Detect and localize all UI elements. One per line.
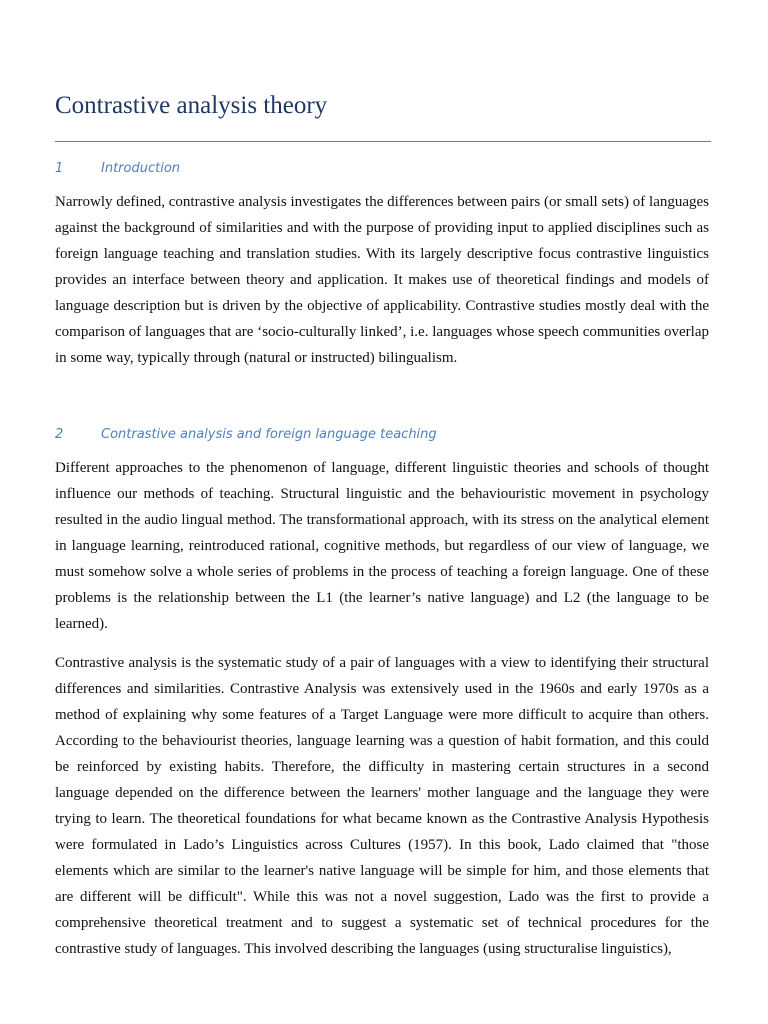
document-title: Contrastive analysis theory xyxy=(55,92,328,119)
section-heading-introduction xyxy=(55,161,180,176)
paragraph-approaches: Different approaches to the phenomenon of language, different linguistic theories and schools of thought influence our methods of teaching. Structural linguistic and the behaviouristic movement in psychology resulted in the audio lingual method. The transformational approach, with its stress on the analytical element in language learning, reintroduced rational, cognitive methods, but regardless of our view of language, we must somehow solve a whole series of problems in the process of teaching a foreign language. One of these problems is the relationship between the L1 (the learner’s native language) and L2 (the language to be learned). xyxy=(55,460,709,632)
section-heading-text: Contrastive analysis and foreign language teaching xyxy=(101,427,437,442)
paragraph-introduction: Narrowly defined, contrastive analysis investigates the differences between pairs (or small sets) of languages against the background of similarities and with the purpose of providing input to applied disciplines such as foreign language teaching and translation studies. With its largely descriptive focus contrastive linguistics provides an interface between theory and application. It makes use of theoretical findings and models of language description but is driven by the objective of applicability. Contrastive studies mostly deal with the comparison of languages that are ‘socio-culturally linked’, i.e. languages whose speech communities overlap in some way, typically through (natural or instructed) bilingualism. xyxy=(55,194,709,366)
section-heading-contrastive-analysis-teaching xyxy=(55,427,437,442)
section-number: 2 xyxy=(55,427,64,442)
section-number: 1 xyxy=(55,161,64,176)
section-heading-text: Introduction xyxy=(101,161,181,176)
title-underline-divider xyxy=(55,141,711,142)
paragraph-contrastive-analysis-definition: Contrastive analysis is the systematic study of a pair of languages with a view to identifying their structural differences and similarities. Contrastive Analysis was extensively used in the 1960s and early 1970s as a method of explaining why some features of a Target Language were more difficult to acquire than others. According to the behaviourist theories, language learning was a question of habit formation, and this could be reinforced by existing habits. Therefore, the difficulty in mastering certain structures in a second language depended on the difference between the learners' mother language and the language they were trying to learn. The theoretical foundations for what became known as the Contrastive Analysis Hypothesis were formulated in Lado’s Linguistics across Cultures (1957). In this book, Lado claimed that "those elements which are similar to the learner's native language will be simple for him, and those elements that are different will be difficult". While this was not a novel suggestion, Lado was the first to provide a comprehensive theoretical treatment and to suggest a systematic set of technical procedures for the contrastive study of languages. This involved describing the languages (using structuralise linguistics), xyxy=(55,655,709,957)
